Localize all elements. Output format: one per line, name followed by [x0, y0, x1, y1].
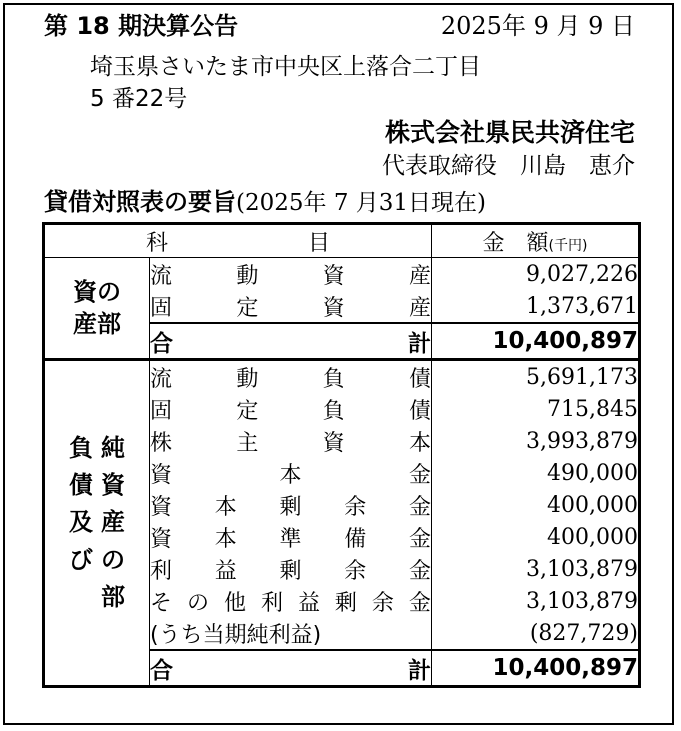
- item-label-char: 金: [408, 558, 431, 584]
- item-label: [150, 457, 432, 489]
- item-label-char: 主: [236, 430, 259, 456]
- item-label-char: 定: [236, 295, 259, 321]
- item-label-char: 流: [150, 263, 173, 289]
- amount-value: 10,400,897: [432, 650, 640, 687]
- liabilities-label-columns: [45, 430, 149, 616]
- item-label-char: 本: [214, 526, 237, 552]
- item-label-char: 合: [150, 330, 173, 357]
- table-header-row: [44, 224, 640, 258]
- item-label: [150, 553, 432, 585]
- assets-section-label: [44, 258, 150, 360]
- item-label-char: 備: [344, 526, 367, 552]
- item-label-char: 資: [322, 430, 345, 456]
- item-label-char: 固: [150, 398, 173, 424]
- representative: 代表取締役 川島 恵介: [382, 153, 635, 179]
- item-label-char: の: [186, 590, 209, 616]
- item-label-char: 本: [408, 430, 431, 456]
- item-label: [150, 617, 432, 650]
- item-label-char: 金: [408, 526, 431, 552]
- item-label-char: 資: [150, 526, 173, 552]
- item-label-chars: [150, 291, 431, 322]
- item-label: [150, 521, 432, 553]
- amount-value: (827,729): [529, 620, 638, 646]
- item-label-chars: [150, 426, 431, 457]
- item-label-char: 資: [150, 462, 173, 488]
- item-label-chars: [150, 490, 431, 521]
- item-label-char: 債: [408, 366, 431, 392]
- item-label-char: 定: [236, 398, 259, 424]
- liabilities-section-label: [44, 360, 150, 687]
- liabilities-label-char: 資: [101, 471, 125, 500]
- assets-section: [44, 258, 640, 360]
- liabilities-label-column: [101, 430, 125, 616]
- address-line-2: 5 番22号: [90, 86, 188, 112]
- amount-value: 9,027,226: [526, 261, 638, 287]
- item-label-char: 株: [150, 430, 173, 456]
- item-label-chars: [150, 458, 431, 489]
- liabilities-label-char: 負: [69, 434, 93, 463]
- item-label: [150, 650, 432, 687]
- item-label-char: 流: [150, 366, 173, 392]
- item-label-char: 利: [260, 590, 283, 616]
- amount-value: 400,000: [547, 524, 638, 550]
- item-label-char: 動: [236, 263, 259, 289]
- amount-unit: (千円): [548, 237, 588, 254]
- item-column-header: [44, 224, 432, 258]
- item-label-char: 準: [279, 526, 302, 552]
- amount-value: 1,373,671: [526, 293, 638, 319]
- balance-sheet-table: [42, 222, 641, 688]
- item-label-chars: [150, 618, 431, 649]
- item-label-chars: [150, 652, 431, 685]
- item-label-char: 産: [408, 263, 431, 289]
- item-label: [150, 323, 432, 360]
- balance-sheet-date: (2025年 7 月31日現在): [236, 190, 487, 216]
- item-label-char: 本: [214, 494, 237, 520]
- balance-sheet-title-text: 貸借対照表の要旨: [44, 188, 236, 216]
- liabilities-label-char: 及: [69, 508, 93, 537]
- assets-label-line-2: 産部: [73, 310, 121, 338]
- amount-value: 715,845: [547, 396, 638, 422]
- amount-header-label: 金 額: [482, 230, 549, 256]
- item-label-char: 資: [322, 295, 345, 321]
- liabilities-label-char: び: [69, 545, 93, 574]
- item-label-char: 益: [214, 558, 237, 584]
- item-label-chars: [150, 554, 431, 585]
- amount-value: 400,000: [547, 492, 638, 518]
- address-line-1: 埼玉県さいたま市中央区上落合二丁目: [90, 54, 481, 80]
- item-label-char: 金: [408, 590, 431, 616]
- company-name: 株式会社県民共済住宅: [384, 118, 635, 147]
- item-label-char: 余: [344, 494, 367, 520]
- item-label-char: 産: [408, 295, 431, 321]
- liabilities-label-column: [69, 430, 93, 616]
- amount-value: 3,103,879: [526, 556, 638, 582]
- item-label-char: 剰: [279, 494, 302, 520]
- item-label-char: 剰: [279, 558, 302, 584]
- item-label: [150, 258, 432, 291]
- item-label-char: 金: [408, 494, 431, 520]
- item-label-char: 債: [408, 398, 431, 424]
- item-label-char: (うち当期純利益): [150, 622, 322, 648]
- amount-value: 3,993,879: [526, 428, 638, 454]
- item-header-char-1: 科: [145, 230, 168, 256]
- amount-value: 3,103,879: [526, 588, 638, 614]
- item-label-char: 計: [408, 330, 431, 357]
- item-label: [150, 360, 432, 394]
- table-row: [44, 258, 640, 291]
- amount-value: 5,691,173: [526, 364, 638, 390]
- item-label-char: 本: [279, 462, 302, 488]
- item-label-char: 資: [322, 263, 345, 289]
- assets-label-line-1: 資の: [73, 277, 121, 306]
- item-label-char: 動: [236, 366, 259, 392]
- item-label-char: 剰: [334, 590, 357, 616]
- item-header-char-2: 目: [308, 230, 331, 256]
- liabilities-label-char: 部: [101, 582, 125, 611]
- item-label-char: 合: [150, 657, 173, 684]
- item-label: [150, 290, 432, 323]
- liabilities-label-char: 産: [101, 508, 125, 537]
- item-label-char: 負: [322, 398, 345, 424]
- notice-title: 第 18 期決算公告: [44, 12, 239, 40]
- liabilities-label-char: の: [101, 545, 125, 574]
- item-label-char: 余: [344, 558, 367, 584]
- table-row: [44, 360, 640, 394]
- item-label-chars: [150, 522, 431, 553]
- liabilities-section: [44, 360, 640, 687]
- item-label-chars: [150, 259, 431, 290]
- liabilities-label-char: 債: [69, 471, 93, 500]
- item-label-char: 固: [150, 295, 173, 321]
- item-label-char: 金: [408, 462, 431, 488]
- item-label-char: 利: [150, 558, 173, 584]
- amount-value: 490,000: [547, 460, 638, 486]
- item-label-char: そ: [150, 590, 173, 616]
- item-label-char: 他: [223, 590, 246, 616]
- balance-sheet-title: [44, 190, 486, 215]
- notice-date: 2025年 9 月 9 日: [440, 12, 635, 40]
- item-label-char: 負: [322, 366, 345, 392]
- item-label-chars: [150, 586, 431, 617]
- item-label: [150, 393, 432, 425]
- amount-column-header: [432, 224, 640, 258]
- item-label-char: 計: [408, 657, 431, 684]
- item-label-chars: [150, 394, 431, 425]
- item-label-char: 資: [150, 494, 173, 520]
- item-label: [150, 585, 432, 617]
- item-label-char: 余: [371, 590, 394, 616]
- item-label-char: 益: [297, 590, 320, 616]
- amount-value: 10,400,897: [432, 323, 640, 360]
- item-label: [150, 425, 432, 457]
- item-label-chars: [150, 362, 431, 393]
- liabilities-label-char: 純: [101, 434, 125, 463]
- item-label: [150, 489, 432, 521]
- item-label-chars: [150, 325, 431, 358]
